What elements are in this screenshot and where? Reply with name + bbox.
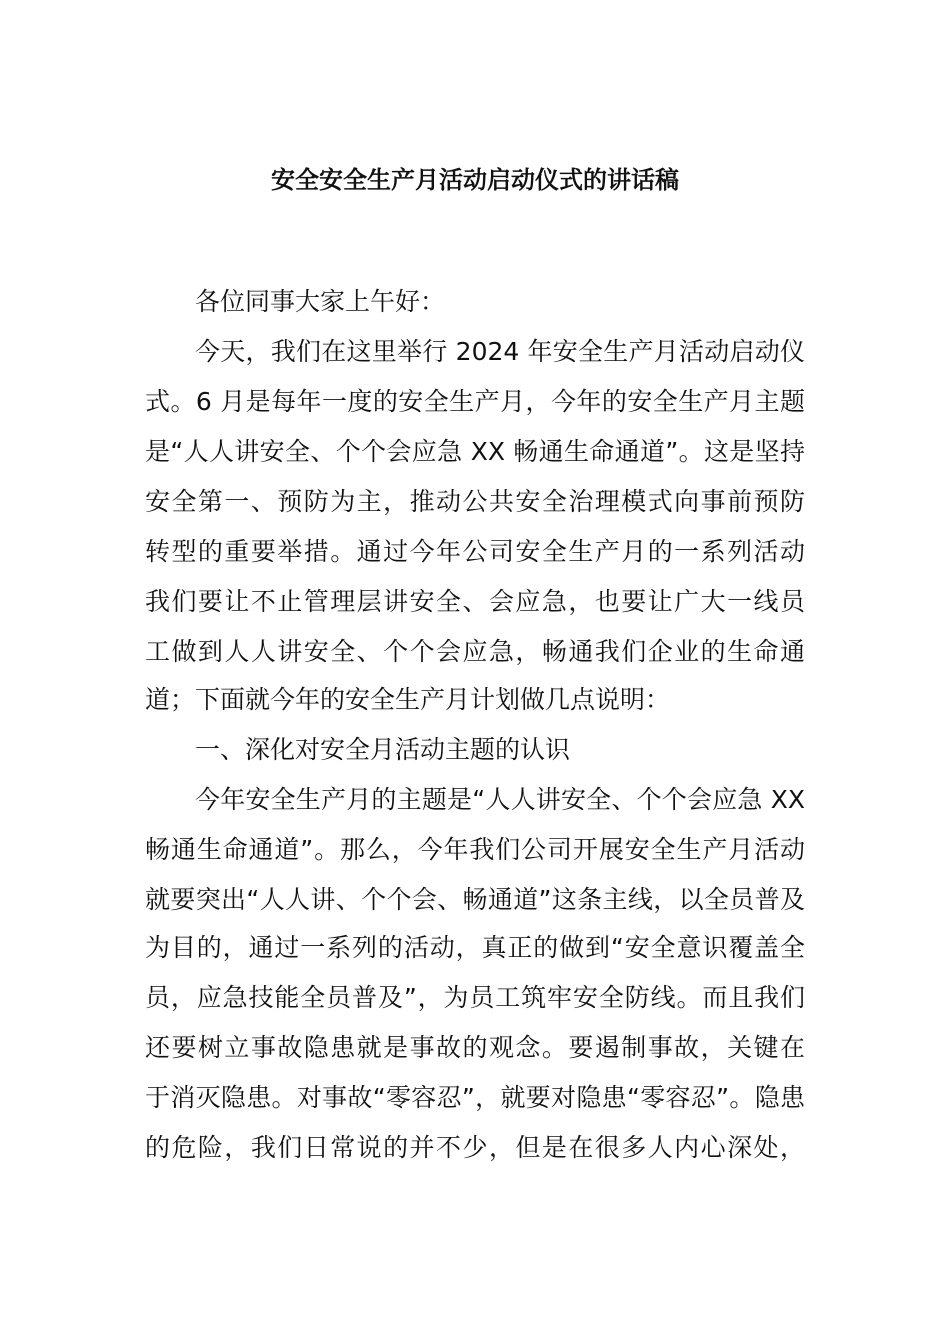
- body-text-line: 为目的，通过一系列的活动，真正的做到“安全意识覆盖全: [145, 933, 805, 962]
- body-text-line: 道；下面就今年的安全生产月计划做几点说明：: [145, 685, 671, 714]
- section-heading: 一、深化对安全月活动主题的认识: [195, 735, 571, 764]
- body-text-line: 员，应急技能全员普及”，为员工筑牢安全防线。而且我们: [145, 983, 805, 1012]
- body-text-line: 转型的重要举措。通过今年公司安全生产月的一系列活动: [145, 537, 805, 566]
- body-text-line: 工做到人人讲安全、个个会应急，畅通我们企业的生命通: [145, 637, 805, 666]
- body-text-line: 安全第一、预防为主，推动公共安全治理模式向事前预防: [145, 487, 805, 516]
- body-text-line: 的危险，我们日常说的并不少，但是在很多人内心深处，: [145, 1133, 805, 1162]
- greeting-line: 各位同事大家上午好：: [195, 287, 446, 316]
- body-text-line: 畅通生命通道”。那么，今年我们公司开展安全生产月活动: [145, 835, 805, 864]
- document-title: 安全安全生产月活动启动仪式的讲话稿: [271, 166, 679, 194]
- body-text-line: 我们要让不止管理层讲安全、会应急，也要让广大一线员: [145, 587, 805, 616]
- body-text-line: 式。6 月是每年一度的安全生产月，今年的安全生产月主题: [145, 387, 805, 416]
- body-text-line: 今年安全生产月的主题是“人人讲安全、个个会应急 XX: [195, 785, 805, 814]
- body-text-line: 还要树立事故隐患就是事故的观念。要遏制事故，关键在: [145, 1033, 805, 1062]
- body-text-line: 就要突出“人人讲、个个会、畅通道”这条主线，以全员普及: [145, 885, 805, 914]
- body-text-line: 是“人人讲安全、个个会应急 XX 畅通生命通道”。这是坚持: [145, 437, 805, 466]
- body-text-line: 于消灭隐患。对事故“零容忍”，就要对隐患“零容忍”。隐患: [145, 1083, 805, 1112]
- body-text-line: 今天，我们在这里举行 2024 年安全生产月活动启动仪: [195, 337, 805, 366]
